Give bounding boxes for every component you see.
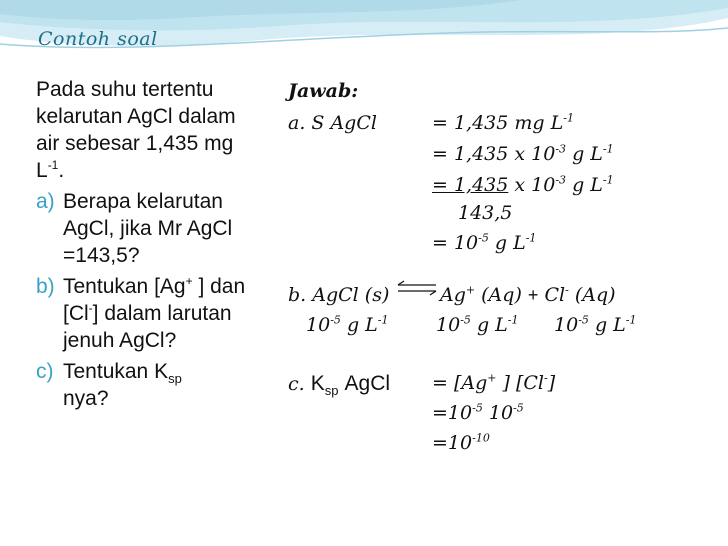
answer-c-label: c. $K_{sp}$ AgCl: [288, 372, 391, 398]
answer-c-line-3: $=10^{-10}$: [432, 431, 490, 454]
answer-c-line-2: $=10^{-5}$ $10^{-5}$: [432, 401, 524, 424]
item-marker: c): [36, 360, 54, 383]
answer-a-label: a. S AgCl: [288, 112, 377, 134]
answer-a-line-4: 143,5: [458, 202, 513, 224]
question-panel: [36, 76, 276, 416]
answer-c-line-1: = [Ag+ ] [Cl-]: [432, 371, 556, 394]
question-item-c: c) Tentukan $K_{sp}$ nya?: [36, 360, 182, 410]
answer-b-value-3: $10^{-5}$ g $L^{-1}$: [554, 313, 637, 336]
answer-b-value-1: $10^{-5}$ g $L^{-1}$: [306, 313, 389, 336]
answer-a-line-1: = 1,435 mg $L^{-1}$: [432, 111, 574, 134]
item-marker: b): [36, 275, 55, 298]
question-item-b: b) Tentukan [Ag+ ] dan [Cl-] dalam larutan jenuh AgCl?: [36, 274, 246, 352]
item-marker: a): [36, 190, 55, 213]
answer-b-reaction: b. AgCl (s): [288, 284, 390, 306]
question-item-a: a) Berapa kelarutan AgCl, jika Mr AgCl =143,5?: [36, 190, 233, 267]
question-intro: Pada suhu tertentu kelarutan AgCl dalam air sebesar 1,435 mg $L^{-1}$.: [36, 78, 236, 182]
answer-a-line-2: = 1,435 x $10^{-3}$ g $L^{-1}$: [432, 142, 614, 165]
answer-heading: Jawab:: [288, 80, 359, 102]
answer-a-line-5: = $10^{-5}$ g $L^{-1}$: [432, 231, 537, 254]
answer-b-products: Ag+ (Aq) + Cl- (Aq): [440, 283, 616, 306]
equilibrium-arrow-icon: [396, 280, 438, 296]
answer-a-line-3: = 1,435 x $10^{-3}$ g $L^{-1}$: [432, 173, 614, 196]
slide-title: Contoh soal: [38, 28, 158, 50]
answer-b-value-2: $10^{-5}$ g $L^{-1}$: [436, 313, 519, 336]
